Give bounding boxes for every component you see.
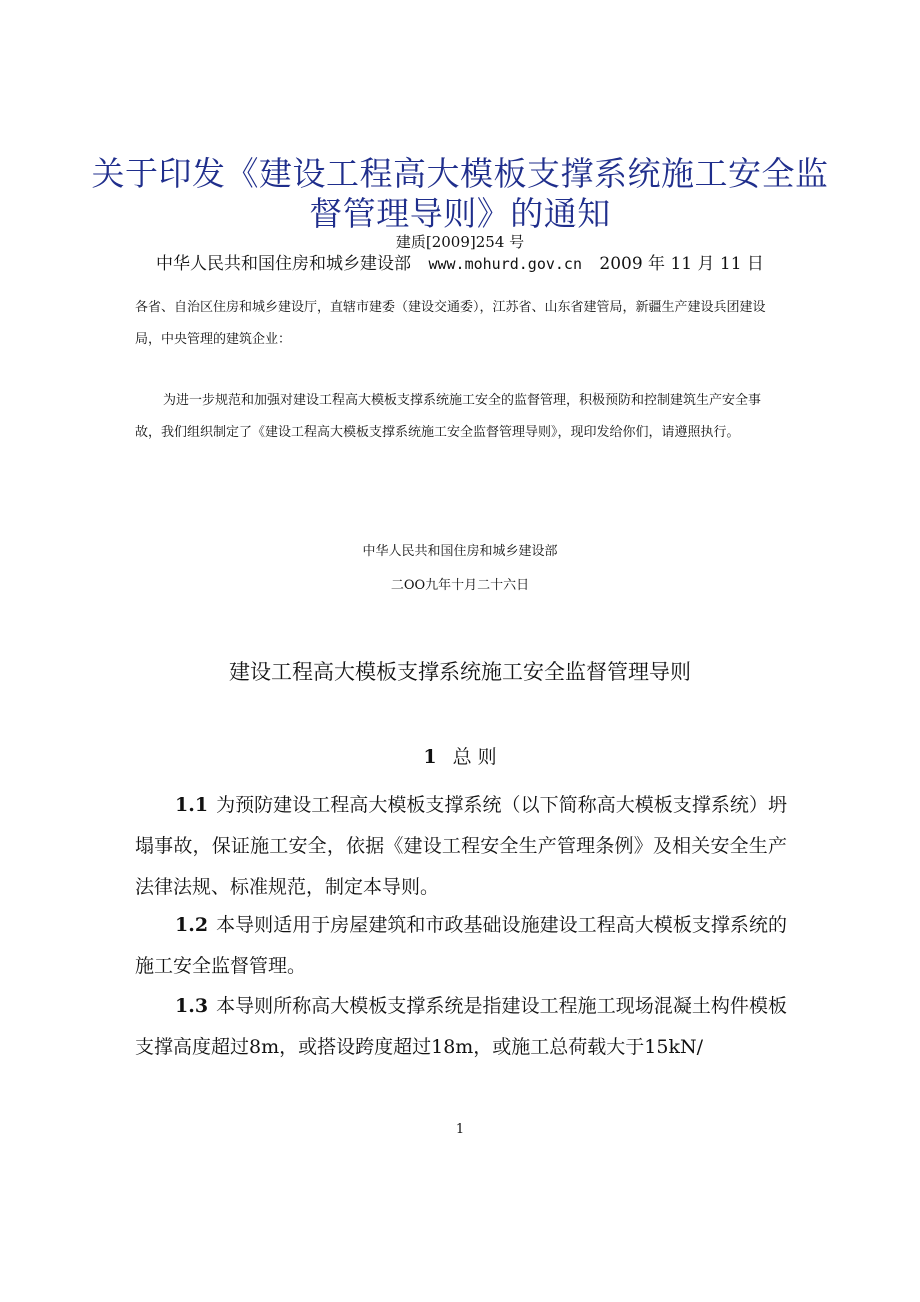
- page-number: 1: [455, 1122, 465, 1137]
- section-number: 1.2: [175, 914, 209, 936]
- section-text: 本导则适用于房屋建筑和市政基础设施建设工程高大模板支撑系统的施工安全监督管理。: [135, 914, 787, 977]
- section-text: 为预防建设工程高大模板支撑系统（以下简称高大模板支撑系统）坍塌事故，保证施工安全，依据《建设工程安全生产管理条例》及相关安全生产法律法规、标准规范，制定本导则。: [135, 794, 787, 898]
- reference-number: 建质[2009]254 号: [395, 233, 525, 251]
- section-1-1: [135, 785, 787, 908]
- section-1-3: [135, 986, 787, 1068]
- chapter-title: 总 则: [452, 746, 497, 768]
- addressees: 各省、自治区住房和城乡建设厅，直辖市建委（建设交通委），江苏省、山东省建管局，新疆生产建设兵团建设局，中央管理的建筑企业：: [135, 300, 766, 347]
- signature-date: 二OO九年十月二十六日: [390, 578, 530, 593]
- guideline-title: 建设工程高大模板支撑系统施工安全监督管理导则: [229, 660, 691, 684]
- website: www.mohurd.gov.cn: [428, 255, 582, 273]
- section-number: 1.1: [175, 794, 209, 816]
- publish-date: 2009 年 11 月 11 日: [599, 254, 764, 274]
- section-text: 本导则所称高大模板支撑系统是指建设工程施工现场混凝土构件模板支撑高度超过8m，或搭设跨度超过18m，或施工总荷载大于15kN/: [135, 995, 787, 1058]
- issuer: 中华人民共和国住房和城乡建设部: [156, 254, 412, 274]
- notice-body: 为进一步规范和加强对建设工程高大模板支撑系统施工安全的监督管理，积极预防和控制建筑生产安全事故，我们组织制定了《建设工程高大模板支撑系统施工安全监督管理导则》，现印发给你们，请遵照执行。: [135, 393, 762, 440]
- byline: [0, 252, 920, 276]
- signature-org: 中华人民共和国住房和城乡建设部: [362, 544, 558, 559]
- section-1-2: [135, 905, 787, 987]
- document-title-line-1: 关于印发《建设工程高大模板支撑系统施工安全监: [91, 154, 829, 193]
- chapter-heading: [0, 742, 920, 772]
- document-title-line-2: 督管理导则》的通知: [309, 194, 611, 233]
- chapter-number: 1: [423, 746, 437, 768]
- section-number: 1.3: [175, 995, 209, 1017]
